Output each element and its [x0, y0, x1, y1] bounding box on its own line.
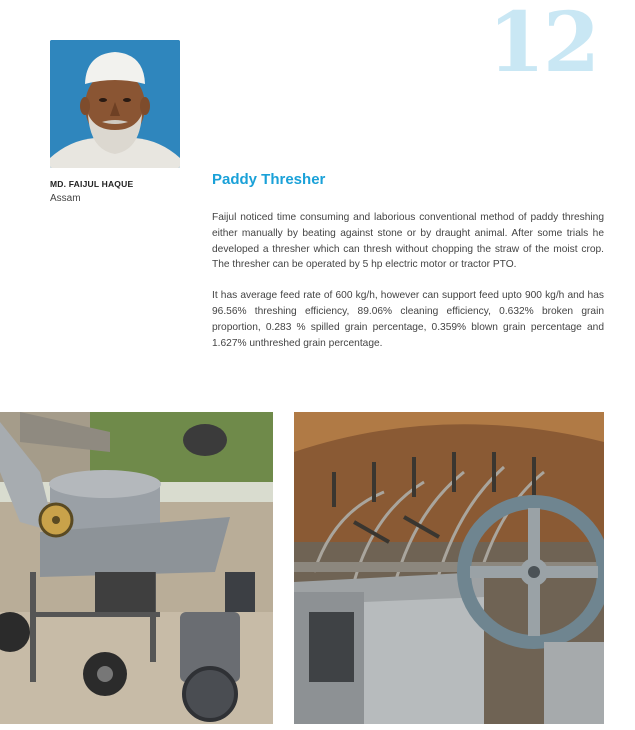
page-number: 12 — [488, 0, 599, 91]
innovation-title: Paddy Thresher — [212, 171, 326, 188]
innovation-description — [212, 210, 604, 366]
thresher-photo-right — [294, 412, 604, 724]
person-place: Assam — [50, 193, 81, 204]
thresher-photo-left — [0, 412, 273, 724]
person-name: MD. FAIJUL HAQUE — [50, 179, 134, 189]
portrait-photo — [50, 40, 180, 168]
description-paragraph: Faijul noticed time consuming and laborious conventional method of paddy threshing either manually by beating against stone or by draught animal. After some trials he developed a thresher which can thresh without chopping the straw of the moist crop. The thresher can be operated by 5 hp electric motor or tractor PTO. — [212, 212, 604, 271]
description-paragraph: It has average feed rate of 600 kg/h, however can support feed upto 900 kg/h and has 96.56% threshing efficiency, 89.06% cleaning efficiency, 0.632% broken grain proportion, 0.283 % spilled grain percentage, 0.359% blown grain percentage and 1.627% unthreshed grain percentage. — [212, 290, 604, 349]
